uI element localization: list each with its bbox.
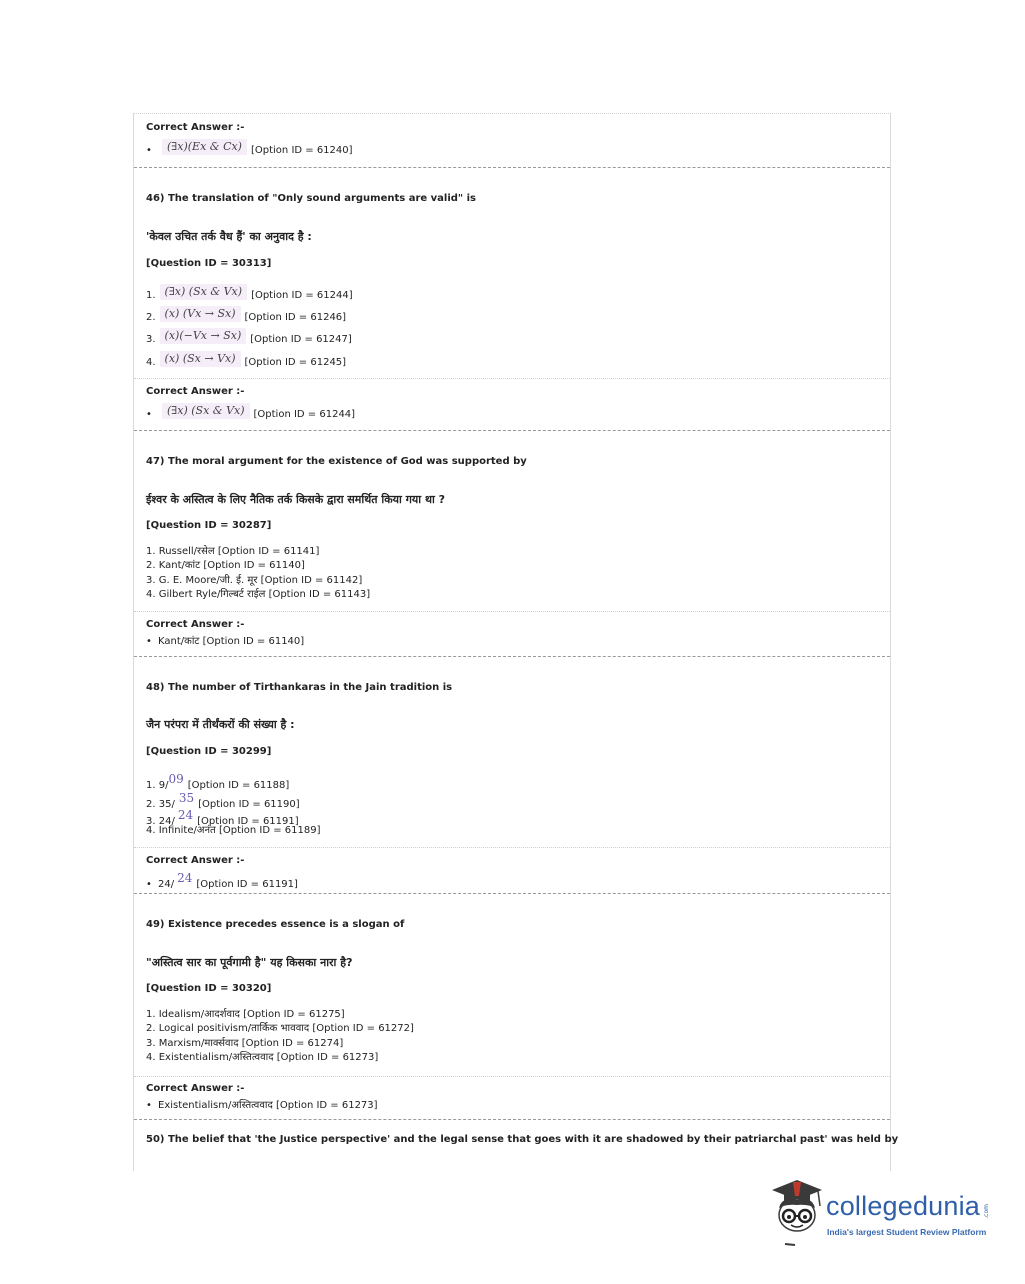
section-divider xyxy=(134,1119,890,1120)
answer-option-id: [Option ID = 61240] xyxy=(250,145,353,156)
bullet-icon: • xyxy=(146,145,152,156)
option-number: 2. xyxy=(146,312,156,323)
option-47-4: 4. Gilbert Ryle/गिल्बर्ट राईल [Option ID = 61143] xyxy=(146,589,371,600)
option-formula: (∃x) (Sx & Vx) xyxy=(160,284,248,300)
bullet-icon: • xyxy=(146,636,152,647)
question-49-id: [Question ID = 30320] xyxy=(146,983,272,994)
option-number: 1. xyxy=(146,290,156,301)
question-47-id: [Question ID = 30287] xyxy=(146,520,272,531)
correct-answer xyxy=(146,1099,378,1112)
option-47-2: 2. Kant/कांट [Option ID = 61140] xyxy=(146,560,305,571)
option-text: 3. 24/ xyxy=(146,816,175,827)
correct-answer-label: Correct Answer :- xyxy=(146,122,245,133)
question-47-hindi: ईश्वर के अस्तित्व के लिए नैतिक तर्क किसके द्वारा समर्थित किया गया था ? xyxy=(146,493,446,506)
option-id: [Option ID = 61190] xyxy=(198,799,300,810)
answer-formula: (∃x) (Sx & Vx) xyxy=(162,403,250,419)
correct-answer-label: Correct Answer :- xyxy=(146,619,245,630)
bullet-icon: • xyxy=(146,409,152,420)
option-id: [Option ID = 61188] xyxy=(187,780,290,791)
brand-tagline: India's largest Student Review Platform xyxy=(827,1227,987,1237)
section-divider xyxy=(134,656,890,657)
correct-answer-label: Correct Answer :- xyxy=(146,1083,245,1094)
option-49-3: 3. Marxism/मार्क्सवाद [Option ID = 61274] xyxy=(146,1038,344,1049)
answer-divider xyxy=(134,1076,890,1077)
option-id: [Option ID = 61246] xyxy=(244,312,347,323)
option-id: [Option ID = 61189] xyxy=(218,825,321,836)
section-divider xyxy=(134,893,890,894)
answer-text: Kant/कांट [Option ID = 61140] xyxy=(158,636,305,647)
correct-answer xyxy=(146,872,298,891)
question-46-title: 46) The translation of "Only sound arguments are valid" is xyxy=(146,193,477,204)
bullet-icon: • xyxy=(146,1100,152,1111)
question-50-title: 50) The belief that 'the Justice perspective' and the legal sense that goes with it are shadowed by their patriarchal past' was held by xyxy=(146,1134,899,1145)
correct-answer-label: Correct Answer :- xyxy=(146,855,245,866)
section-divider xyxy=(134,430,890,431)
question-49-hindi: "अस्तित्व सार का पूर्वगामी है" यह किसका नारा है? xyxy=(146,956,353,969)
answer-divider xyxy=(134,611,890,612)
question-46-id: [Question ID = 30313] xyxy=(146,258,272,269)
question-48-title: 48) The number of Tirthankaras in the Jain tradition is xyxy=(146,682,453,693)
option-49-2: 2. Logical positivism/तार्किक भाववाद [Option ID = 61272] xyxy=(146,1023,414,1034)
answer-option-id: [Option ID = 61244] xyxy=(253,409,356,420)
option-46-3 xyxy=(146,328,352,346)
correct-answer xyxy=(146,403,355,421)
answer-divider xyxy=(134,378,890,379)
option-figure: 09 xyxy=(168,772,184,786)
question-48-hindi: जैन परंपरा में तीर्थंकरों की संख्या है : xyxy=(146,718,295,731)
option-48-1 xyxy=(146,773,289,792)
option-figure: 24 xyxy=(177,808,194,822)
option-id: [Option ID = 61247] xyxy=(250,334,352,345)
section-divider xyxy=(134,167,890,168)
option-text: 4. Infinite/अनंत xyxy=(146,825,216,836)
option-text: 2. 35/ xyxy=(146,799,175,810)
collegedunia-logo[interactable] xyxy=(768,1178,998,1248)
answer-formula: (∃x)(Ex & Cx) xyxy=(162,139,247,155)
option-46-2 xyxy=(146,306,346,324)
option-id: [Option ID = 61244] xyxy=(251,290,353,301)
option-id: [Option ID = 61191] xyxy=(197,816,299,827)
option-49-1: 1. Idealism/आदर्शवाद [Option ID = 61275] xyxy=(146,1009,345,1020)
question-49-title: 49) Existence precedes essence is a slogan of xyxy=(146,919,405,930)
option-id: [Option ID = 61245] xyxy=(244,357,347,368)
correct-answer xyxy=(146,635,304,648)
correct-answer-label: Correct Answer :- xyxy=(146,386,245,397)
answer-text: 24/ xyxy=(158,879,175,890)
option-formula: (x) (Vx → Sx) xyxy=(160,306,241,322)
correct-answer xyxy=(146,139,353,157)
option-formula: (x)(−Vx → Sx) xyxy=(160,328,247,344)
mascot-icon xyxy=(768,1178,826,1248)
option-47-1: 1. Russell/रसेल [Option ID = 61141] xyxy=(146,546,320,557)
option-48-4 xyxy=(146,824,321,837)
question-paper-sheet xyxy=(133,113,899,1171)
question-46-hindi: 'केवल उचित तर्क वैध हैं' का अनुवाद है : xyxy=(146,230,312,243)
question-47-title: 47) The moral argument for the existence of God was supported by xyxy=(146,456,527,467)
option-number: 4. xyxy=(146,357,156,368)
answer-figure: 24 xyxy=(177,871,193,885)
brand-domain: .com xyxy=(983,1204,990,1219)
option-text: 1. 9/ xyxy=(146,780,169,791)
bullet-icon: • xyxy=(146,879,152,890)
answer-divider xyxy=(134,847,890,848)
question-48-id: [Question ID = 30299] xyxy=(146,746,272,757)
option-number: 3. xyxy=(146,334,156,345)
option-49-4: 4. Existentialism/अस्तित्ववाद [Option ID = 61273] xyxy=(146,1052,379,1063)
option-figure: 35 xyxy=(178,791,195,805)
answer-text: Existentialism/अस्तित्ववाद [Option ID = 61273] xyxy=(158,1100,378,1111)
option-formula: (x) (Sx → Vx) xyxy=(160,351,241,367)
option-47-3: 3. G. E. Moore/जी. ई. मूर [Option ID = 61142] xyxy=(146,575,363,586)
option-46-4 xyxy=(146,351,346,369)
brand-name: collegedunia xyxy=(826,1191,981,1221)
answer-option-id: [Option ID = 61191] xyxy=(196,879,298,890)
option-46-1 xyxy=(146,284,353,302)
